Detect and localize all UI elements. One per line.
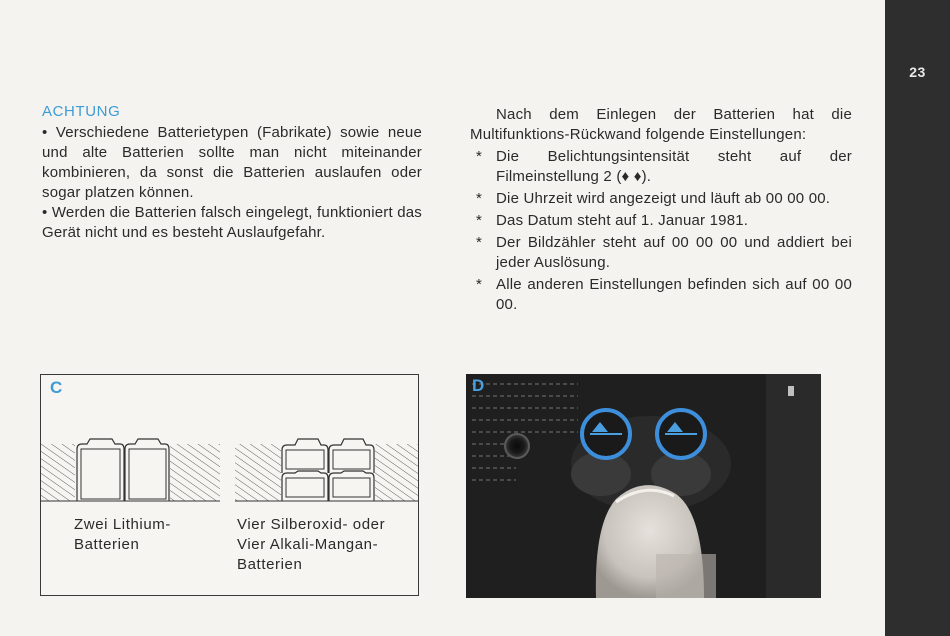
asterisk-bullet: *: [476, 234, 483, 251]
camera-back-photo: [466, 374, 848, 598]
list-item: [470, 147, 852, 187]
button-cell-stack-2: [329, 439, 374, 501]
lithium-battery-2: [125, 439, 169, 501]
caption-lithium: Zwei Lithium- Batterien: [74, 516, 171, 553]
figure-d-photo: [466, 374, 848, 598]
right-column: [470, 105, 852, 317]
warning-bullet-1: • Verschiedene Batterietypen (Fabrikate) sowie neue und alte Batterien sollte man nicht miteinander kombinieren, da sonst die Batterien auslaufen oder sogar platzen können.: [42, 124, 422, 201]
page-number: 23: [909, 64, 926, 80]
asterisk-bullet: *: [476, 276, 483, 293]
list-item-text: Die Belichtungsintensität steht auf der Filmeinstellung 2 (♦ ♦).: [496, 148, 852, 185]
lithium-battery-1: [77, 439, 124, 501]
list-item: [470, 275, 852, 315]
figure-d-label: D: [472, 376, 485, 395]
battery-compartment-illustration: [41, 437, 418, 507]
list-item-text: Alle anderen Einstellungen befinden sich auf 00 00 00.: [496, 276, 852, 313]
asterisk-bullet: *: [476, 212, 483, 229]
left-column: [42, 103, 422, 243]
figure-c-label: C: [50, 378, 63, 397]
side-tab: [885, 0, 950, 636]
asterisk-bullet: *: [476, 148, 483, 165]
button-cell-stack-1: [282, 439, 328, 501]
caption-silver-alkaline: Vier Silberoxid- oder Vier Alkali-Mangan- Batterien: [237, 516, 386, 573]
warning-bullet-2: • Werden die Batterien falsch eingelegt, funktioniert das Gerät nicht und es besteht Auslaufgefahr.: [42, 204, 422, 241]
intro-paragraph: Nach dem Einlegen der Batterien hat die Multifunktions-Rückwand folgende Einstellungen:: [470, 106, 852, 143]
list-item: [470, 233, 852, 273]
warning-heading: ACHTUNG: [42, 103, 121, 120]
figure-c-battery-diagram: [40, 374, 419, 596]
list-item-text: Die Uhrzeit wird angezeigt und läuft ab 00 00 00.: [496, 190, 831, 207]
list-item: [470, 211, 852, 231]
asterisk-bullet: *: [476, 190, 483, 207]
list-item-text: Der Bildzähler steht auf 00 00 00 und addiert bei jeder Auslösung.: [496, 234, 852, 271]
settings-list: [470, 147, 852, 315]
list-item: [470, 189, 852, 209]
list-item-text: Das Datum steht auf 1. Januar 1981.: [496, 212, 749, 229]
